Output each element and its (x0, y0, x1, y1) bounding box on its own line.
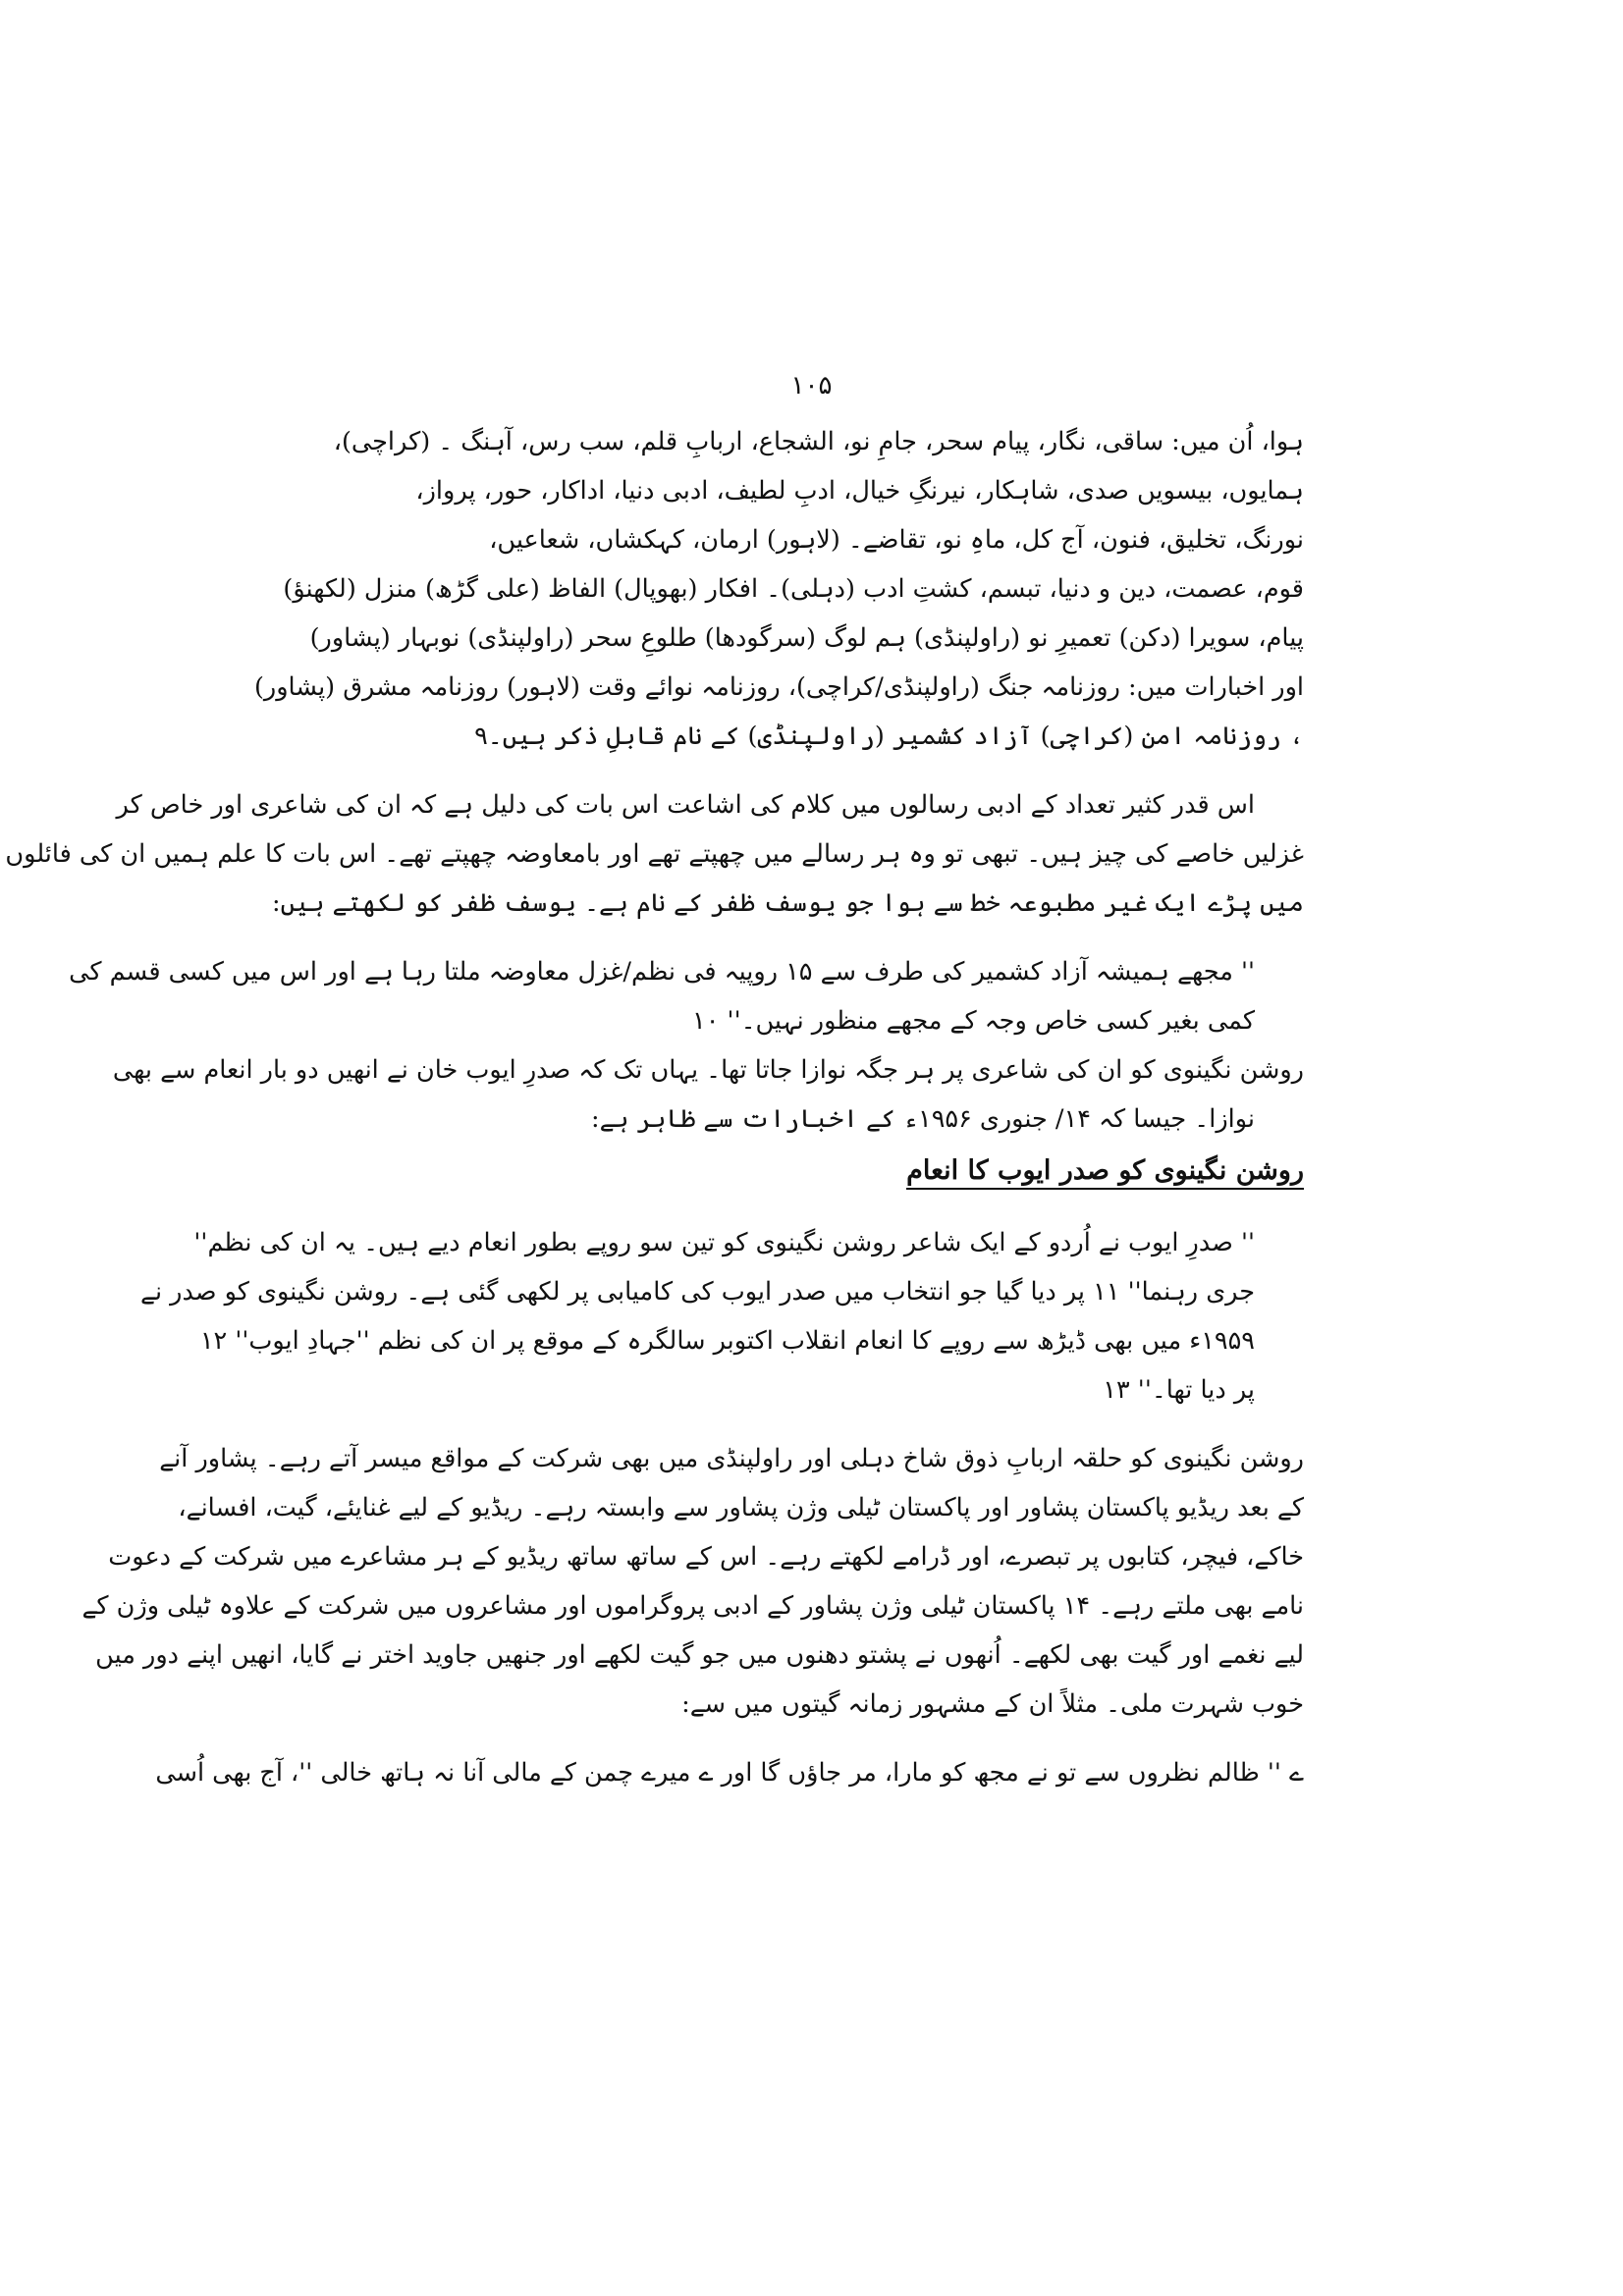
page-number: ۱۰۵ (790, 371, 833, 400)
quote-line: '' صدرِ ایوب نے اُردو کے ایک شاعر روشن نگینوی کو تین سو روپے بطور انعام دیے ہیں۔ یہ ان کی نظم'' (193, 1228, 1255, 1257)
text-line: پیام، سویرا (دکن) تعمیرِ نو (راولپنڈی) ہم لوگ (سرگودھا) طلوعِ سحر (راولپنڈی) نوبہار (پشاور) (309, 623, 1304, 653)
quote-line: کمی بغیر کسی خاص وجہ کے مجھے منظور نہیں۔'' ۱۰ (692, 1006, 1255, 1036)
section-heading (314, 1144, 1304, 1199)
text-line: خاکے، فیچر، کتابوں پر تبصرے، اور ڈرامے لکھتے رہے۔ اس کے ساتھ ساتھ ریڈیو کے ہر مشاعرے میں شرکت کے دعوت (108, 1542, 1304, 1572)
quote-line: جری رہنما'' ۱۱ پر دیا گیا جو انتخاب میں صدر ایوب کی کامیابی پر لکھی گئی ہے۔ روشن نگینوی کو صدر نے (140, 1277, 1255, 1307)
section-heading-text: روشن نگینوی کو صدر ایوب کا انعام (906, 1155, 1304, 1190)
paragraph-awards (112, 1045, 1304, 1144)
paragraph-radio-tv (81, 1434, 1304, 1729)
text-line: روشن نگینوی کو حلقہ اربابِ ذوق شاخ دہلی اور راولپنڈی میں بھی شرکت کے مواقع میسر آتے رہے۔ پشاور آنے (159, 1444, 1304, 1473)
text-line: نوازا۔ جیسا کہ ۱۴/ جنوری ۱۹۵۶ء کے اخبارات سے ظاہر ہے: (590, 1104, 1255, 1134)
text-line: اور اخبارات میں: روزنامہ جنگ (راولپنڈی/کراچی)، روزنامہ نوائے وقت (لاہور) روزنامہ مشرق (پشاور) (253, 672, 1304, 702)
text-line: اس قدر کثیر تعداد کے ادبی رسالوں میں کلام کی اشاعت اس بات کی دلیل ہے کہ ان کی شاعری اور خاص کر (116, 790, 1255, 820)
quote-line: پر دیا تھا۔'' ۱۳ (1103, 1375, 1255, 1405)
text-line: کے بعد ریڈیو پاکستان پشاور اور پاکستان ٹیلی وژن پشاور سے وابستہ رہے۔ ریڈیو کے لیے غنایئے، گیت، افسانے، (178, 1493, 1304, 1522)
quote-line: '' مجھے ہمیشہ آزاد کشمیر کی طرف سے ۱۵ روپیہ فی نظم/غزل معاوضہ ملتا رہا ہے اور اس میں کسی قسم کی (69, 957, 1255, 987)
text-line: روشن نگینوی کو ان کی شاعری پر ہر جگہ نوازا جاتا تھا۔ یہاں تک کہ صدرِ ایوب خان نے انھیں دو بار انعام سے بھی (112, 1055, 1304, 1085)
text-line: میں پڑے ایک غیر مطبوعہ خط سے ہوا جو یوسف ظفر کے نام ہے۔ یوسف ظفر کو لکھتے ہیں: (272, 888, 1304, 918)
text-line: غزلیں خاصے کی چیز ہیں۔ تبھی تو وہ ہر رسالے میں چھپتے تھے اور بامعاوضہ چھپتے تھے۔ اس بات کا علم ہمیں ان کی فائلوں (5, 839, 1304, 869)
text-line: لیے نغمے اور گیت بھی لکھے۔ اُنھوں نے پشتو دھنوں میں جو گیت لکھے اور جنھیں جاوید اختر نے گایا، انھیں اپنے دور میں (95, 1640, 1304, 1670)
text-line: خوب شہرت ملی۔ مثلاً ان کے مشہور زمانہ گیتوں میں سے: (681, 1689, 1304, 1719)
quote-line: ۱۹۵۹ء میں بھی ڈیڑھ سے روپے کا انعام انقلاب اکتوبر سالگرہ کے موقع پر ان کی نظم ''جہادِ ایوب'' ۱۲ (199, 1326, 1255, 1356)
block-quote-letter (69, 947, 1304, 1045)
text-line: نامے بھی ملتے رہے۔ ۱۴ پاکستان ٹیلی وژن پشاور کے ادبی پروگراموں اور مشاعروں میں شرکت کے علاوہ ٹیلی وژن کے (81, 1591, 1304, 1621)
page-content (5, 417, 1304, 1797)
text-line: ، روزنامہ امن (کراچی) آزاد کشمیر (راولپنڈی) کے نام قابلِ ذکر ہیں۔۹ (474, 721, 1304, 751)
text-line: نورنگ، تخلیق، فنون، آج کل، ماہِ نو، تقاضے۔ (لاہور) ارمان، کہکشاں، شعاعیں، (489, 525, 1304, 555)
paragraph-publication-evidence (5, 780, 1304, 928)
paragraph-songs (155, 1748, 1304, 1797)
block-quote-news (140, 1218, 1304, 1415)
text-line: ے '' ظالم نظروں سے تو نے مجھ کو مارا، مر جاؤں گا اور ے میرے چمن کے مالی آنا نہ ہاتھ خالی ''، آج بھی اُسی (155, 1758, 1304, 1788)
text-line: ہوا، اُن میں: ساقی، نگار، پیام سحر، جامِ نو، الشجاع، اربابِ قلم، سب رس، آہنگ ۔ (کراچی)، (333, 427, 1304, 456)
paragraph-magazines-list (253, 417, 1304, 761)
text-line: ہمایوں، بیسویں صدی، شاہکار، نیرنگِ خیال، ادبِ لطیف، ادبی دنیا، اداکار، حور، پرواز، (415, 476, 1304, 506)
text-line: قوم، عصمت، دین و دنیا، تبسم، کشتِ ادب (دہلی)۔ افکار (بھوپال) الفاظ (علی گڑھ) منزل (لکھنؤ) (283, 574, 1304, 604)
